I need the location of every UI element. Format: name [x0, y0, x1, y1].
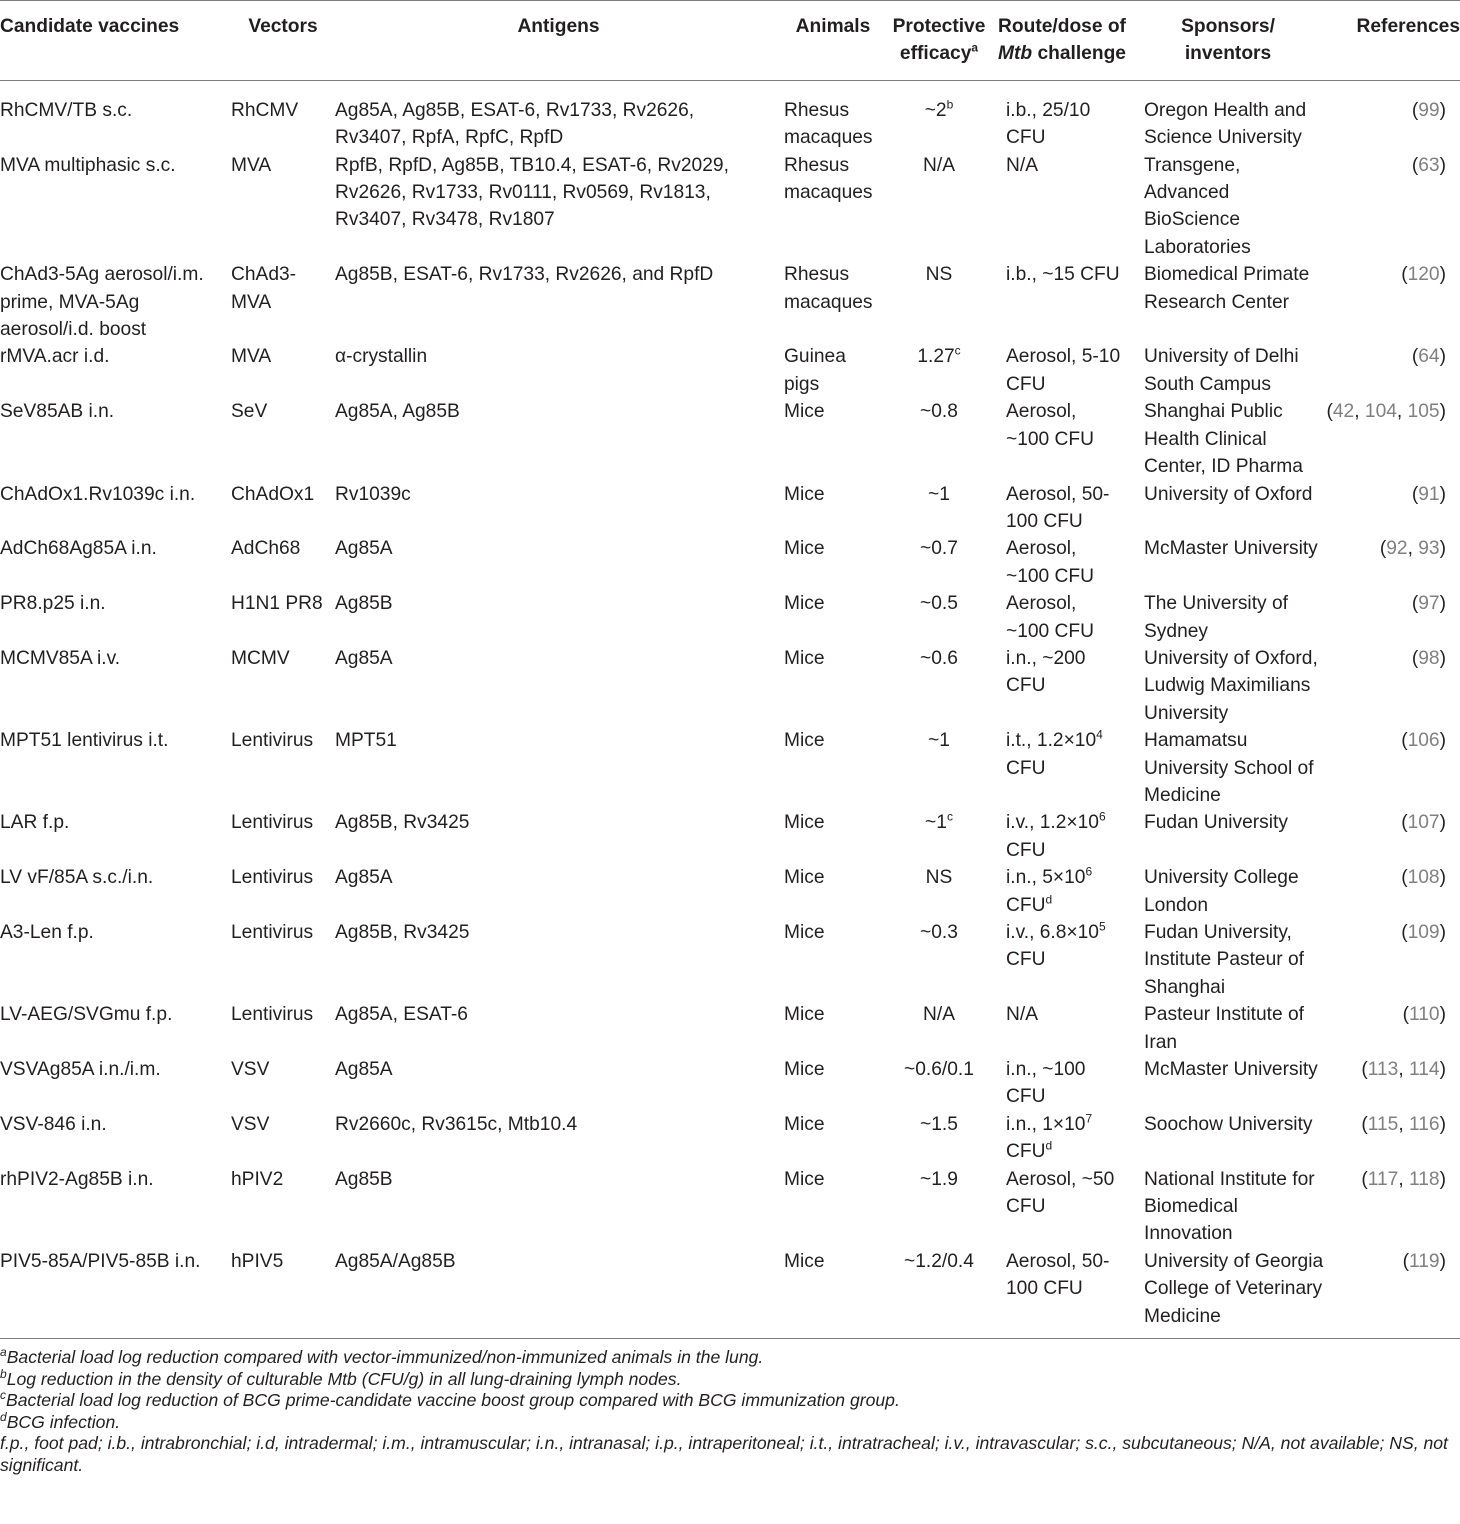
cell-vector: SeV [231, 401, 268, 423]
cell-candidate: VSV-846 i.n. [0, 1113, 107, 1135]
table-row [0, 535, 1460, 590]
cell-antigens: Rv2660c, Rv3615c, Mtb10.4 [335, 1113, 578, 1135]
cell-antigens: Ag85B, Rv3425 [335, 922, 470, 943]
route-text: i.b., 25/10 CFU [1006, 99, 1091, 149]
cell-sponsor: Transgene, Advanced BioScience Laboratories [1144, 154, 1251, 258]
cell-animals: Mice [784, 1113, 825, 1135]
reference-link[interactable]: 99 [1418, 99, 1440, 121]
route-unit: CFU [1006, 839, 1046, 861]
cell-route [994, 1056, 1130, 1111]
cell-candidate: LV vF/85A s.c./i.n. [0, 867, 154, 889]
table-row [0, 80, 1460, 151]
table-row [0, 645, 1460, 727]
table-row [0, 398, 1460, 480]
cell-animals: Rhesus macaques [784, 99, 873, 149]
reference-link[interactable]: 117 [1367, 1168, 1399, 1190]
cell-route [994, 1248, 1130, 1339]
route-footnote-mark: d [1045, 1138, 1053, 1153]
footnote-mark: b [0, 1366, 7, 1381]
cell-candidate: MCMV85A i.v. [0, 647, 121, 669]
cell-animals: Rhesus macaques [784, 154, 873, 204]
route-text: i.t., 1.2×10 [1006, 730, 1097, 752]
cell-vector: Lentivirus [231, 730, 314, 752]
route-unit: CFU [1006, 1141, 1046, 1163]
cell-references: (64) [1411, 346, 1446, 368]
cell-sponsor: Shanghai Public Health Clinical Center, ID Pharma [1144, 401, 1303, 478]
cell-antigens: RpfB, RpfD, Ag85B, TB10.4, ESAT-6, Rv2029, Rv2626, Rv1733, Rv0111, Rv0569, Rv1813, Rv3407, Rv3478, Rv1807 [335, 154, 729, 231]
cell-references: (110) [1402, 1004, 1446, 1026]
cell-candidate: LAR f.p. [0, 812, 70, 834]
reference-link[interactable]: 42 [1332, 401, 1355, 423]
route-text: Aerosol, ~100 CFU [1006, 538, 1094, 587]
cell-efficacy [884, 645, 994, 727]
cell-references: (99) [1411, 99, 1446, 121]
efficacy-value: NS [925, 867, 953, 889]
footnote-text: BCG infection. [6, 1411, 121, 1432]
header-animals: Animals [782, 1, 884, 81]
cell-efficacy [884, 261, 994, 343]
cell-route [994, 481, 1130, 536]
efficacy-value: N/A [923, 154, 955, 176]
efficacy-value: ~1 [928, 730, 950, 752]
header-row [0, 1, 1460, 81]
header-candidate: Candidate vaccines [0, 1, 231, 81]
route-exponent: 6 [1085, 864, 1093, 879]
cell-references: (98) [1411, 647, 1446, 669]
cell-references: (113, 114) [1361, 1059, 1446, 1081]
header-route-post: challenge [1032, 43, 1126, 65]
cell-vector: AdCh68 [231, 538, 301, 560]
cell-candidate: SeV85AB i.n. [0, 401, 115, 423]
reference-link[interactable]: 113 [1367, 1059, 1399, 1081]
cell-route [994, 919, 1130, 1001]
cell-sponsor: University of Oxford [1144, 483, 1313, 505]
cell-references: (106) [1401, 730, 1446, 752]
cell-references: (42, 104, 105) [1326, 401, 1446, 423]
efficacy-value: NS [925, 264, 953, 286]
cell-sponsor: University College London [1144, 867, 1299, 916]
cell-antigens: Ag85A [335, 867, 393, 889]
cell-vector: Lentivirus [231, 922, 314, 943]
cell-references: (115, 116) [1361, 1113, 1446, 1135]
footnote [0, 1366, 1455, 1391]
table-row [0, 261, 1460, 343]
route-text: Aerosol, ~50 CFU [1006, 1168, 1115, 1218]
footnote-mark: c [0, 1388, 6, 1403]
cell-sponsor: University of Oxford, Ludwig Maximilians University [1144, 647, 1318, 724]
cell-animals: Mice [784, 867, 825, 889]
cell-vector: ChAd3-MVA [231, 264, 297, 313]
cell-references: (92, 93) [1379, 538, 1446, 560]
cell-antigens: Ag85B, Rv3425 [335, 812, 470, 834]
efficacy-value: ~0.7 [920, 538, 958, 560]
cell-references: (109) [1401, 922, 1446, 943]
cell-route [994, 152, 1130, 262]
cell-route [994, 727, 1130, 809]
cell-candidate: RhCMV/TB s.c. [0, 99, 133, 121]
table-row [0, 1001, 1460, 1056]
reference-link[interactable]: 63 [1418, 154, 1440, 176]
route-text: i.n., ~100 CFU [1006, 1059, 1086, 1108]
cell-efficacy [884, 1056, 994, 1111]
footnote-text: Log reduction in the density of culturable Mtb (CFU/g) in all lung-draining lymph nodes. [6, 1368, 682, 1389]
cell-animals: Mice [784, 483, 825, 505]
reference-link[interactable]: 104 [1364, 401, 1397, 423]
cell-vector: VSV [231, 1059, 270, 1081]
cell-animals: Rhesus macaques [784, 264, 873, 313]
efficacy-value: ~0.8 [920, 401, 958, 423]
header-efficacy-text: Protective efficacy [892, 16, 986, 65]
footnote-text: Bacterial load log reduction compared with vector-immunized/non-immunized animals in the lung. [6, 1347, 764, 1368]
cell-candidate: A3-Len f.p. [0, 922, 94, 943]
efficacy-footnote-mark: b [946, 97, 954, 112]
route-exponent: 7 [1085, 1111, 1093, 1126]
efficacy-value: ~1 [925, 812, 947, 834]
cell-references: (108) [1401, 867, 1446, 889]
reference-link[interactable]: 118 [1409, 1168, 1440, 1190]
cell-references: (119) [1326, 1248, 1460, 1339]
reference-link[interactable]: 116 [1409, 1113, 1440, 1135]
cell-vector: Lentivirus [231, 1004, 314, 1026]
cell-animals: Guinea pigs [784, 346, 846, 395]
efficacy-footnote-mark: c [954, 344, 961, 359]
cell-efficacy [884, 590, 994, 645]
cell-vector: MVA [231, 346, 272, 368]
cell-candidate: MVA multiphasic s.c. [0, 154, 176, 176]
cell-antigens: Ag85A/Ag85B [335, 1248, 782, 1339]
cell-vector: hPIV5 [231, 1248, 335, 1339]
table-body [0, 80, 1460, 1338]
route-text: Aerosol, 50-100 CFU [1006, 483, 1110, 532]
cell-efficacy [884, 1166, 994, 1248]
cell-efficacy [884, 1001, 994, 1056]
table-row [0, 481, 1460, 536]
cell-references: (107) [1401, 812, 1446, 834]
table-row [0, 809, 1460, 864]
cell-efficacy [884, 809, 994, 864]
route-text: N/A [1006, 1004, 1038, 1026]
cell-candidate: PR8.p25 i.n. [0, 593, 106, 615]
cell-animals: Mice [784, 1004, 825, 1026]
table-footnotes [0, 1339, 1455, 1477]
cell-antigens: α-crystallin [335, 346, 428, 368]
cell-sponsor: The University of Sydney [1144, 593, 1288, 642]
cell-antigens: Ag85A [335, 647, 393, 669]
cell-vector: MCMV [231, 647, 290, 669]
cell-route [994, 1001, 1130, 1056]
efficacy-value: ~2 [924, 99, 947, 121]
table-row [0, 864, 1460, 919]
cell-vector: ChAdOx1 [231, 483, 315, 505]
cell-sponsor: McMaster University [1144, 538, 1318, 560]
cell-efficacy [884, 727, 994, 809]
route-text: i.n., ~200 CFU [1006, 647, 1086, 697]
table-row [0, 1056, 1460, 1111]
header-efficacy [884, 1, 994, 81]
cell-efficacy [884, 864, 994, 919]
route-exponent: 4 [1096, 727, 1103, 742]
route-text: Aerosol, 5-10 CFU [1006, 346, 1121, 395]
efficacy-value: ~0.6/0.1 [904, 1059, 974, 1081]
cell-route [994, 864, 1130, 919]
table-row [0, 343, 1460, 398]
cell-references: (97) [1411, 593, 1446, 615]
footnote-text: f.p., foot pad; i.b., intrabronchial; i.d, intradermal; i.m., intramuscular; i.n., intranasal; i.p., intraperitoneal; i.t., intratracheal; i.v., intravascular; s.c., subcutaneous; N/A, not available; NS, not significant. [0, 1433, 1448, 1476]
cell-route [994, 809, 1130, 864]
cell-candidate: rhPIV2-Ag85B i.n. [0, 1168, 154, 1190]
route-text: i.n., 5×10 [1006, 867, 1086, 889]
cell-sponsor: National Institute for Biomedical Innovation [1144, 1168, 1315, 1245]
efficacy-value: ~1.5 [920, 1113, 958, 1135]
cell-candidate: PIV5-85A/PIV5-85B i.n. [0, 1248, 231, 1339]
cell-vector: RhCMV [231, 99, 299, 121]
cell-sponsor: Hamamatsu University School of Medicine [1144, 730, 1314, 806]
reference-link[interactable]: 120 [1407, 264, 1440, 286]
cell-efficacy [884, 343, 994, 398]
efficacy-value: ~1.9 [920, 1168, 958, 1190]
footnote [0, 1347, 1455, 1369]
table-row [0, 152, 1460, 262]
cell-route [994, 645, 1130, 727]
cell-references: (117, 118) [1361, 1168, 1446, 1190]
cell-candidate: ChAd3-5Ag aerosol/i.m. prime, MVA-5Ag aerosol/i.d. boost [0, 264, 204, 341]
cell-animals: Mice [784, 922, 825, 943]
efficacy-value: ~1.2/0.4 [904, 1250, 974, 1272]
reference-link[interactable]: 106 [1407, 730, 1440, 752]
cell-efficacy [884, 1111, 994, 1166]
header-efficacy-sup: a [971, 41, 979, 56]
route-text: Aerosol, 50-100 CFU [1006, 1250, 1110, 1300]
table-row [0, 919, 1460, 1001]
cell-antigens: Ag85A, ESAT-6 [335, 1004, 468, 1026]
cell-animals: Mice [784, 812, 825, 834]
cell-route [994, 80, 1130, 151]
cell-antigens: Ag85A, Ag85B [335, 401, 460, 423]
efficacy-value: ~0.3 [920, 922, 958, 943]
reference-link[interactable]: 92 [1386, 538, 1408, 560]
cell-candidate: rMVA.acr i.d. [0, 346, 110, 368]
cell-efficacy [884, 1248, 994, 1339]
efficacy-value: ~1 [928, 483, 950, 505]
header-vectors: Vectors [231, 1, 335, 81]
cell-candidate: VSVAg85A i.n./i.m. [0, 1059, 161, 1081]
efficacy-value: 1.27 [917, 346, 955, 368]
table-row [0, 1248, 1460, 1339]
cell-animals: Mice [784, 647, 825, 669]
route-text: i.v., 6.8×10 [1006, 922, 1099, 943]
cell-references: (63) [1411, 154, 1446, 176]
table-row [0, 590, 1460, 645]
cell-route [994, 261, 1130, 343]
cell-vector: MVA [231, 154, 272, 176]
cell-animals: Mice [784, 538, 825, 560]
table-row [0, 1111, 1460, 1166]
cell-animals: Mice [782, 1248, 884, 1339]
reference-link[interactable]: 107 [1407, 812, 1440, 834]
cell-sponsor: Fudan University, Institute Pasteur of Shanghai [1144, 922, 1304, 998]
cell-animals: Mice [784, 730, 825, 752]
reference-link[interactable]: 109 [1407, 922, 1440, 943]
cell-animals: Mice [784, 593, 825, 615]
footnote [0, 1433, 1455, 1476]
cell-sponsor: Biomedical Primate Research Center [1144, 264, 1310, 313]
cell-candidate: AdCh68Ag85A i.n. [0, 538, 157, 560]
route-text: i.v., 1.2×10 [1006, 812, 1099, 834]
efficacy-value: ~0.6 [920, 647, 958, 669]
cell-route [994, 590, 1130, 645]
cell-sponsor: Soochow University [1144, 1113, 1313, 1135]
reference-link[interactable]: 98 [1418, 647, 1440, 669]
route-exponent: 5 [1098, 919, 1106, 934]
header-route [994, 1, 1130, 81]
footnote-text: Bacterial load log reduction of BCG prime-candidate vaccine boost group compared with BCG immunization group. [6, 1390, 900, 1411]
cell-candidate: LV-AEG/SVGmu f.p. [0, 1004, 173, 1026]
cell-sponsor: Oregon Health and Science University [1144, 99, 1307, 149]
cell-antigens: Ag85B [335, 1168, 393, 1190]
route-unit: CFU [1006, 757, 1046, 779]
cell-references: (91) [1411, 483, 1446, 505]
cell-efficacy [884, 398, 994, 480]
footnote-mark: a [0, 1345, 7, 1360]
cell-animals: Mice [784, 401, 825, 423]
cell-candidate: MPT51 lentivirus i.t. [0, 730, 169, 752]
cell-animals: Mice [784, 1059, 825, 1081]
cell-route [994, 398, 1130, 480]
cell-route [994, 1166, 1130, 1248]
cell-animals: Mice [784, 1168, 825, 1190]
route-text: Aerosol, ~100 CFU [1006, 401, 1094, 450]
cell-candidate: ChAdOx1.Rv1039c i.n. [0, 483, 196, 505]
route-footnote-mark: d [1045, 892, 1053, 907]
cell-sponsor: Fudan University [1144, 812, 1288, 834]
cell-vector: Lentivirus [231, 867, 314, 889]
cell-antigens: Ag85A [335, 538, 393, 560]
route-exponent: 6 [1098, 809, 1106, 824]
route-text: i.b., ~15 CFU [1006, 264, 1120, 286]
cell-route [994, 343, 1130, 398]
cell-sponsor: Pasteur Institute of Iran [1144, 1004, 1304, 1053]
cell-antigens: MPT51 [335, 730, 397, 752]
header-route-em: Mtb [998, 43, 1033, 65]
table-header [0, 1, 1460, 81]
cell-efficacy [884, 481, 994, 536]
cell-route [994, 1111, 1130, 1166]
cell-vector: Lentivirus [231, 812, 314, 834]
route-text: N/A [1006, 154, 1038, 176]
efficacy-value: ~0.5 [920, 593, 958, 615]
reference-link[interactable]: 114 [1409, 1059, 1440, 1081]
header-route-pre: Route/dose of [998, 16, 1126, 37]
reference-link[interactable]: 115 [1367, 1113, 1399, 1135]
cell-efficacy [884, 152, 994, 262]
header-antigens: Antigens [335, 1, 782, 81]
cell-sponsor: University of Georgia College of Veterinary Medicine [1130, 1248, 1326, 1339]
cell-efficacy [884, 80, 994, 151]
reference-link[interactable]: 91 [1418, 483, 1440, 505]
footnote [0, 1390, 1455, 1412]
route-unit: CFU [1006, 949, 1046, 971]
efficacy-footnote-mark: c [946, 809, 953, 824]
cell-antigens: Rv1039c [335, 483, 411, 505]
header-sponsors: Sponsors/ inventors [1130, 1, 1326, 81]
route-text: Aerosol, ~100 CFU [1006, 593, 1094, 642]
reference-link[interactable]: 110 [1409, 1004, 1440, 1026]
header-references: References [1326, 1, 1460, 81]
cell-route [994, 535, 1130, 590]
cell-efficacy [884, 535, 994, 590]
table-row [0, 1166, 1460, 1248]
cell-vector: H1N1 PR8 [231, 593, 323, 615]
cell-vector: hPIV2 [231, 1168, 284, 1190]
efficacy-value: N/A [923, 1004, 955, 1026]
cell-antigens: Ag85A, Ag85B, ESAT-6, Rv1733, Rv2626, Rv3407, RpfA, RpfC, RpfD [335, 99, 695, 149]
footnote [0, 1412, 1455, 1434]
reference-link[interactable]: 97 [1418, 593, 1440, 615]
cell-sponsor: University of Delhi South Campus [1144, 346, 1299, 395]
table-row [0, 727, 1460, 809]
footnote-mark: d [0, 1410, 7, 1425]
cell-sponsor: McMaster University [1144, 1059, 1318, 1081]
reference-link[interactable]: 105 [1407, 401, 1440, 423]
route-text: i.n., 1×10 [1006, 1113, 1086, 1135]
reference-link[interactable]: 93 [1418, 538, 1440, 560]
cell-antigens: Ag85B [335, 593, 393, 615]
cell-antigens: Ag85B, ESAT-6, Rv1733, Rv2626, and RpfD [335, 264, 714, 286]
cell-vector: VSV [231, 1113, 270, 1135]
reference-link[interactable]: 64 [1418, 346, 1440, 368]
reference-link[interactable]: 108 [1407, 867, 1440, 889]
route-unit: CFU [1006, 894, 1046, 916]
cell-references: (120) [1401, 264, 1446, 286]
cell-efficacy [884, 919, 994, 1001]
reference-link[interactable]: 119 [1409, 1250, 1440, 1272]
cell-antigens: Ag85A [335, 1059, 393, 1081]
